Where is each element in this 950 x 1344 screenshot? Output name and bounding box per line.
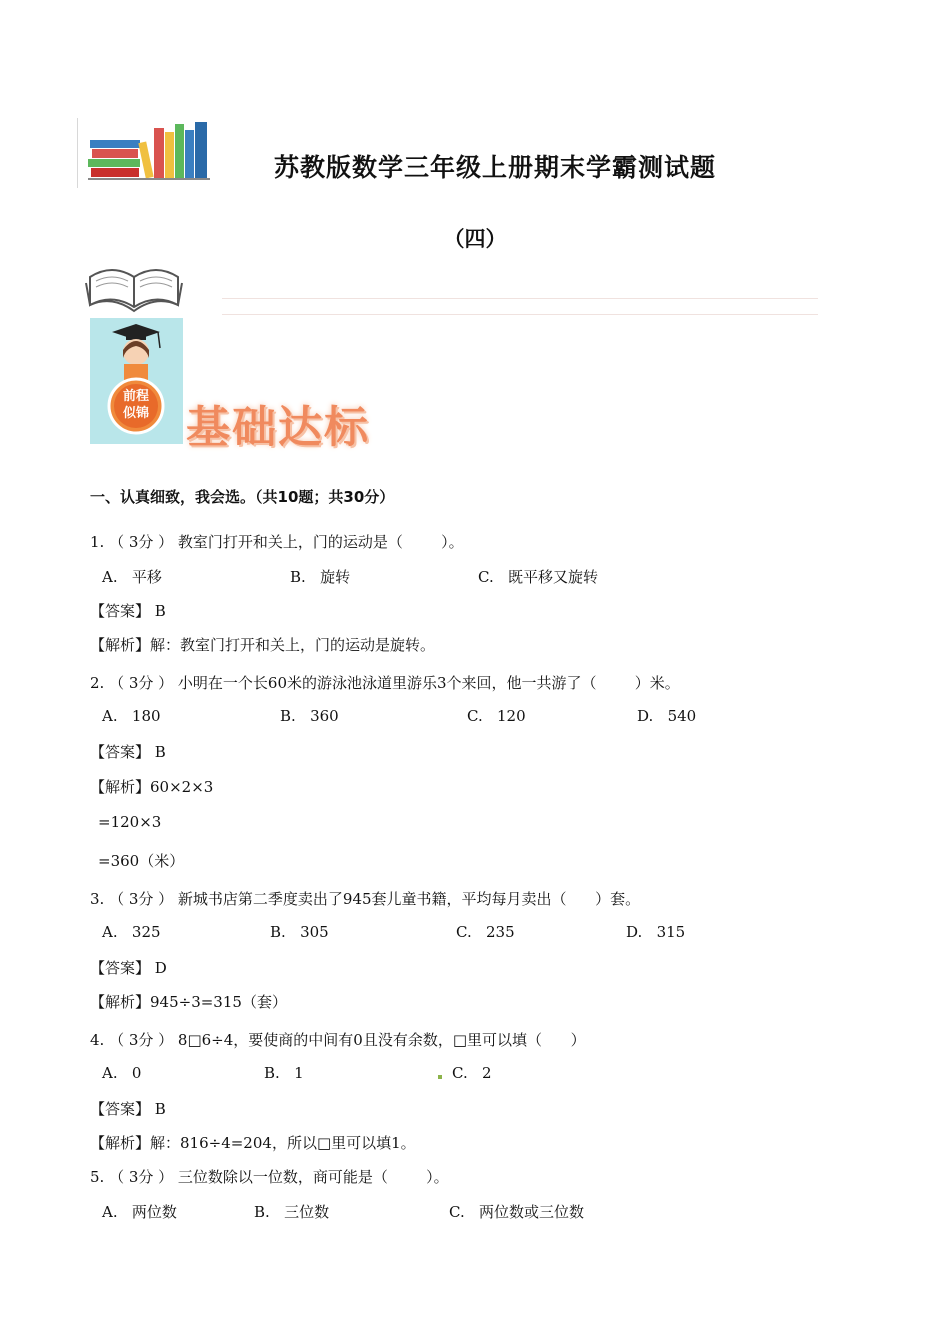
option-d: D. 315	[626, 923, 686, 941]
decorative-line	[222, 314, 818, 315]
option-a: A. 325	[102, 923, 161, 941]
question-stem: 2. （ 3分 ） 小明在一个长60米的游泳池泳道里游乐3个来回，他一共游了（ ）米。	[90, 674, 680, 692]
analysis-line: 【解析】60×2×3	[90, 778, 214, 796]
section-banner-label: 基础达标	[186, 402, 370, 453]
marker-dot	[438, 1075, 442, 1079]
option-c: C. 既平移又旋转	[478, 568, 599, 586]
question-stem: 3. （ 3分 ） 新城书店第二季度卖出了945套儿童书籍，平均每月卖出（ ）套。	[90, 890, 641, 908]
decorative-line	[222, 298, 818, 299]
option-b: B. 旋转	[290, 568, 351, 586]
open-book-icon	[84, 255, 184, 317]
graduate-illustration	[90, 318, 183, 444]
analysis-line: 【解析】解：教室门打开和关上，门的运动是旋转。	[90, 636, 436, 654]
analysis-line: =120×3	[98, 813, 162, 831]
analysis-line: 【解析】解：816÷4=204，所以□里可以填1。	[90, 1134, 416, 1152]
option-d: D. 540	[637, 707, 697, 725]
question-stem: 5. （ 3分 ） 三位数除以一位数，商可能是（ ）。	[90, 1168, 449, 1186]
book-icon	[90, 140, 140, 148]
option-a: A. 180	[102, 707, 161, 725]
option-a: A. 0	[102, 1064, 142, 1082]
answer-line: 【答案】 D	[90, 959, 167, 977]
analysis-line: =360（米）	[98, 852, 185, 870]
analysis-line: 【解析】945÷3=315（套）	[90, 993, 287, 1011]
answer-line: 【答案】 B	[90, 743, 166, 761]
answer-line: 【答案】 B	[90, 1100, 166, 1118]
document-title: 苏教版数学三年级上册期末学霸测试题	[273, 153, 716, 182]
section-heading: 一、认真细致，我会选。（共10题；共30分）	[90, 488, 395, 506]
question-stem: 1. （ 3分 ） 教室门打开和关上，门的运动是（ ）。	[90, 533, 464, 551]
option-c: C. 两位数或三位数	[449, 1203, 585, 1221]
option-c: C. 2	[452, 1064, 492, 1082]
option-a: A. 两位数	[102, 1203, 177, 1221]
option-b: B. 360	[280, 707, 339, 725]
document-subtitle: （四）	[443, 227, 507, 251]
option-b: B. 305	[270, 923, 329, 941]
option-a: A. 平移	[102, 568, 162, 586]
answer-line: 【答案】 B	[90, 602, 166, 620]
option-b: B. 三位数	[254, 1203, 330, 1221]
badge-text: 前程似锦	[122, 389, 149, 421]
option-c: C. 235	[456, 923, 515, 941]
option-c: C. 120	[467, 707, 526, 725]
option-b: B. 1	[264, 1064, 304, 1082]
question-stem: 4. （ 3分 ） 8□6÷4，要使商的中间有0且没有余数，□里可以填（ ）	[90, 1031, 586, 1049]
